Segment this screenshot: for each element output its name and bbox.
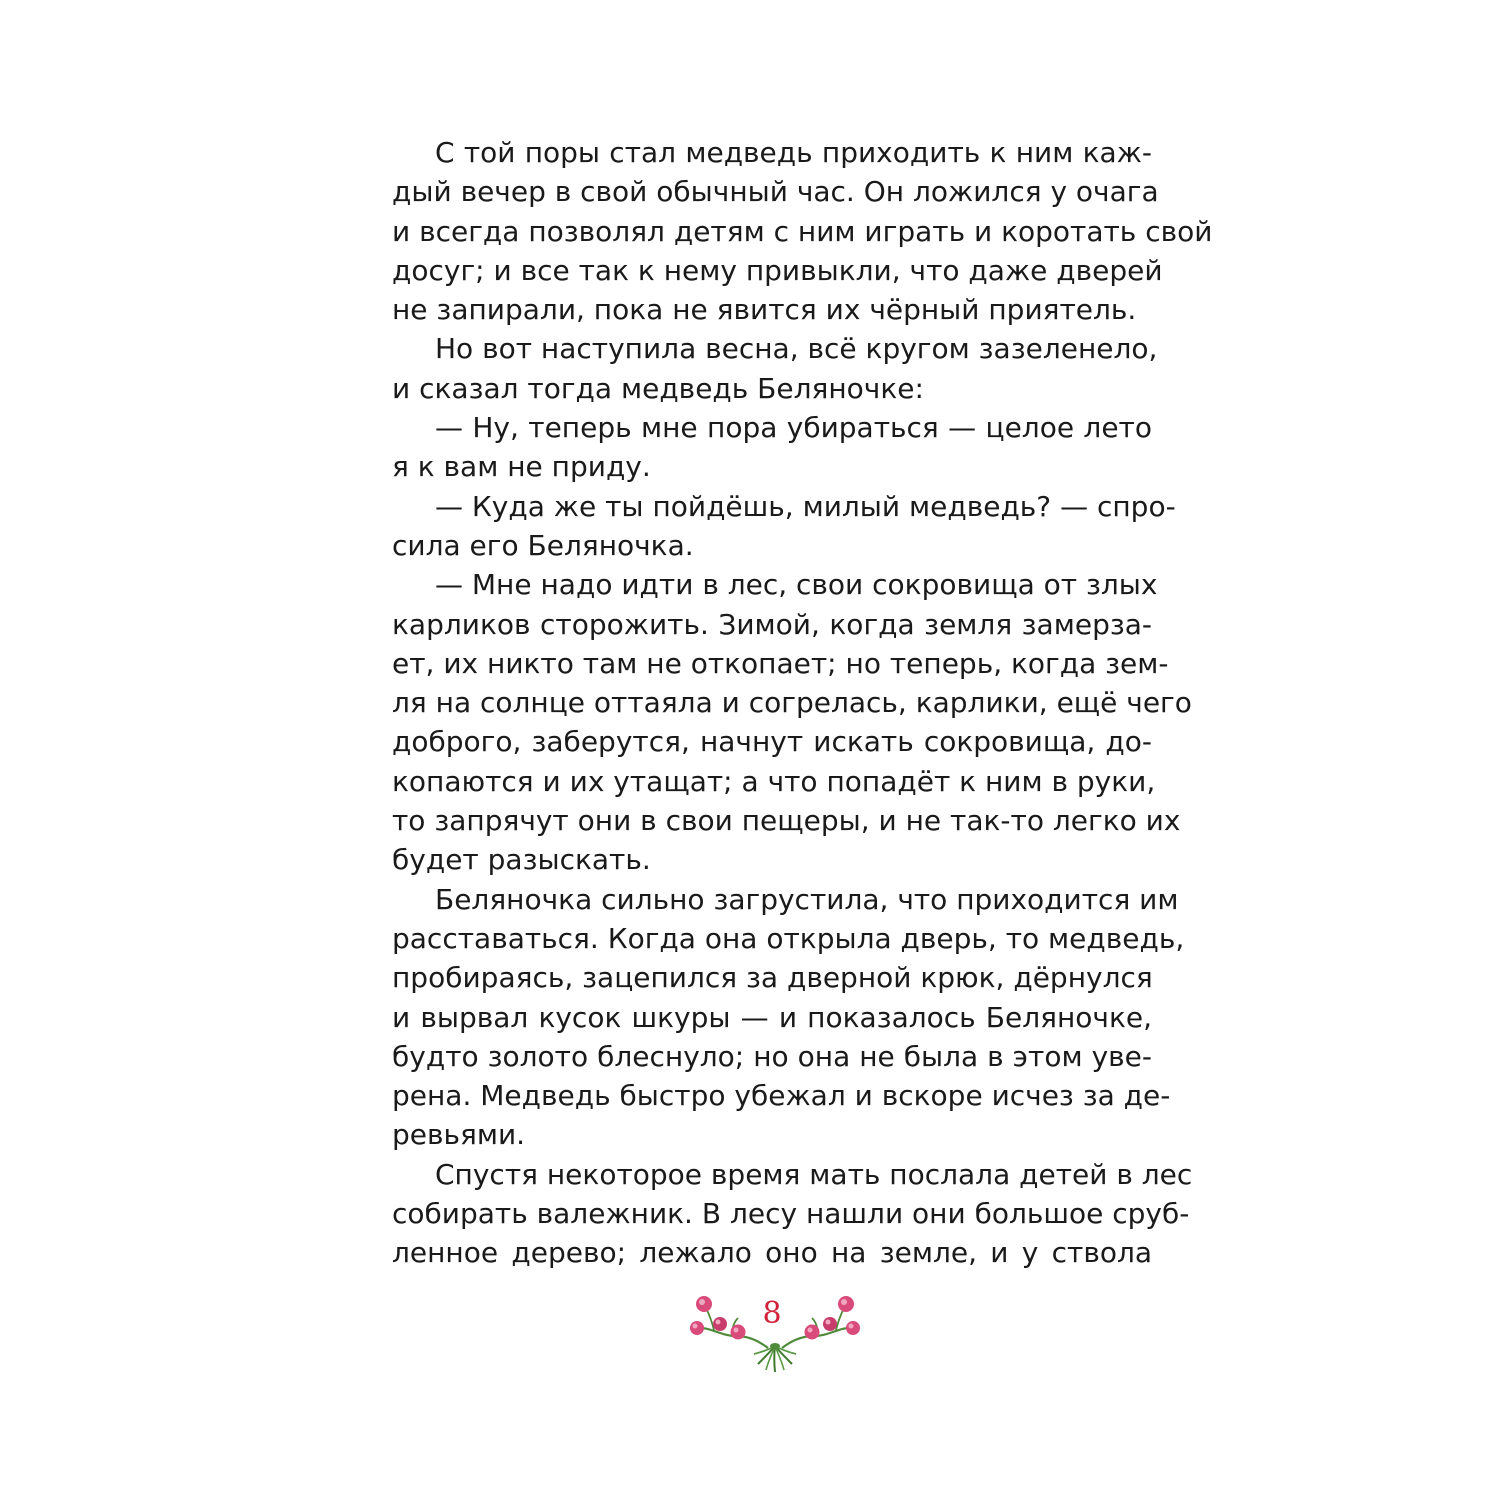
text-line: рена. Медведь быстро убежал и вскоре исчез за де- [392, 1079, 1171, 1113]
text-line: не запирали, пока не явится их чёрный приятель. [392, 293, 1137, 327]
text-line: ет, их никто там не откопает; но теперь, когда зем- [392, 646, 1169, 680]
text-line: будет разыскать. [392, 843, 651, 877]
text-line: Беляночка сильно загрустила, что приходится им [435, 882, 1179, 916]
text-line: и вырвал кусок шкуры — и показалось Беляночке, [392, 1000, 1152, 1034]
paragraph [392, 487, 1176, 566]
flower-icon [696, 1296, 712, 1312]
text-line: расставаться. Когда она открыла дверь, то медведь, [392, 921, 1185, 955]
text-line: — Мне надо идти в лес, свои сокровища от злых [435, 568, 1158, 602]
text-line: Но вот наступила весна, всё кругом зазеленело, [435, 332, 1158, 366]
text-line: то запрячут они в свои пещеры, и не так-то легко их [392, 804, 1181, 838]
text-line: ля на солнце оттаяла и согрелась, карлики, ещё чего [392, 686, 1192, 720]
text-line: — Куда же ты пойдёшь, милый медведь? — спро- [435, 489, 1176, 523]
text-line: я к вам не приду. [392, 450, 651, 484]
flower-icon [823, 1317, 837, 1331]
flower-icon [805, 1325, 820, 1340]
text-line: ревьями. [392, 1118, 526, 1152]
flower-icon [713, 1317, 727, 1331]
page-number: 8 [762, 1296, 782, 1331]
text-line: собирать валежник. В лесу нашли они большое сруб- [392, 1197, 1190, 1231]
text-line: сила его Беляночка. [392, 528, 694, 562]
paragraph [392, 1155, 1193, 1273]
leaf-icon [754, 1343, 796, 1372]
text-line: — Ну, теперь мне пора убираться — целое лето [435, 411, 1152, 445]
text-line: С той поры стал медведь приходить к ним каж- [435, 136, 1152, 169]
text-line: будто золото блеснуло; но она не была в этом уве- [392, 1039, 1152, 1073]
flower-icon [690, 1321, 704, 1335]
text-line: доброго, заберутся, начнут искать сокровища, до- [392, 725, 1152, 759]
flower-icon [838, 1296, 854, 1312]
paragraph [392, 133, 1213, 329]
text-line: ленное дерево; лежало оно на земле, и у ствола [392, 1236, 1152, 1270]
page-text [392, 133, 1213, 1273]
flower-icon [731, 1325, 746, 1340]
text-line: досуг; и все так к нему привыкли, что даже дверей [392, 253, 1163, 287]
text-line: карликов сторожить. Зимой, когда земля замерза- [392, 607, 1152, 641]
text-line: пробираясь, зацепился за дверной крюк, дёрнулся [392, 961, 1153, 995]
text-line: и всегда позволял детям с ним играть и коротать свой [392, 214, 1213, 248]
text-line: дый вечер в свой обычный час. Он ложился у очага [392, 175, 1159, 209]
paragraph [392, 408, 1152, 487]
text-line: и сказал тогда медведь Беляночке: [392, 371, 924, 405]
paragraph [392, 880, 1185, 1155]
paragraph [392, 565, 1192, 879]
flower-icon [846, 1321, 860, 1335]
paragraph [392, 329, 1158, 408]
text-line: Спустя некоторое время мать послала детей в лес [435, 1157, 1193, 1191]
text-line: копаются и их утащат; а что попадёт к ним в руки, [392, 764, 1156, 798]
